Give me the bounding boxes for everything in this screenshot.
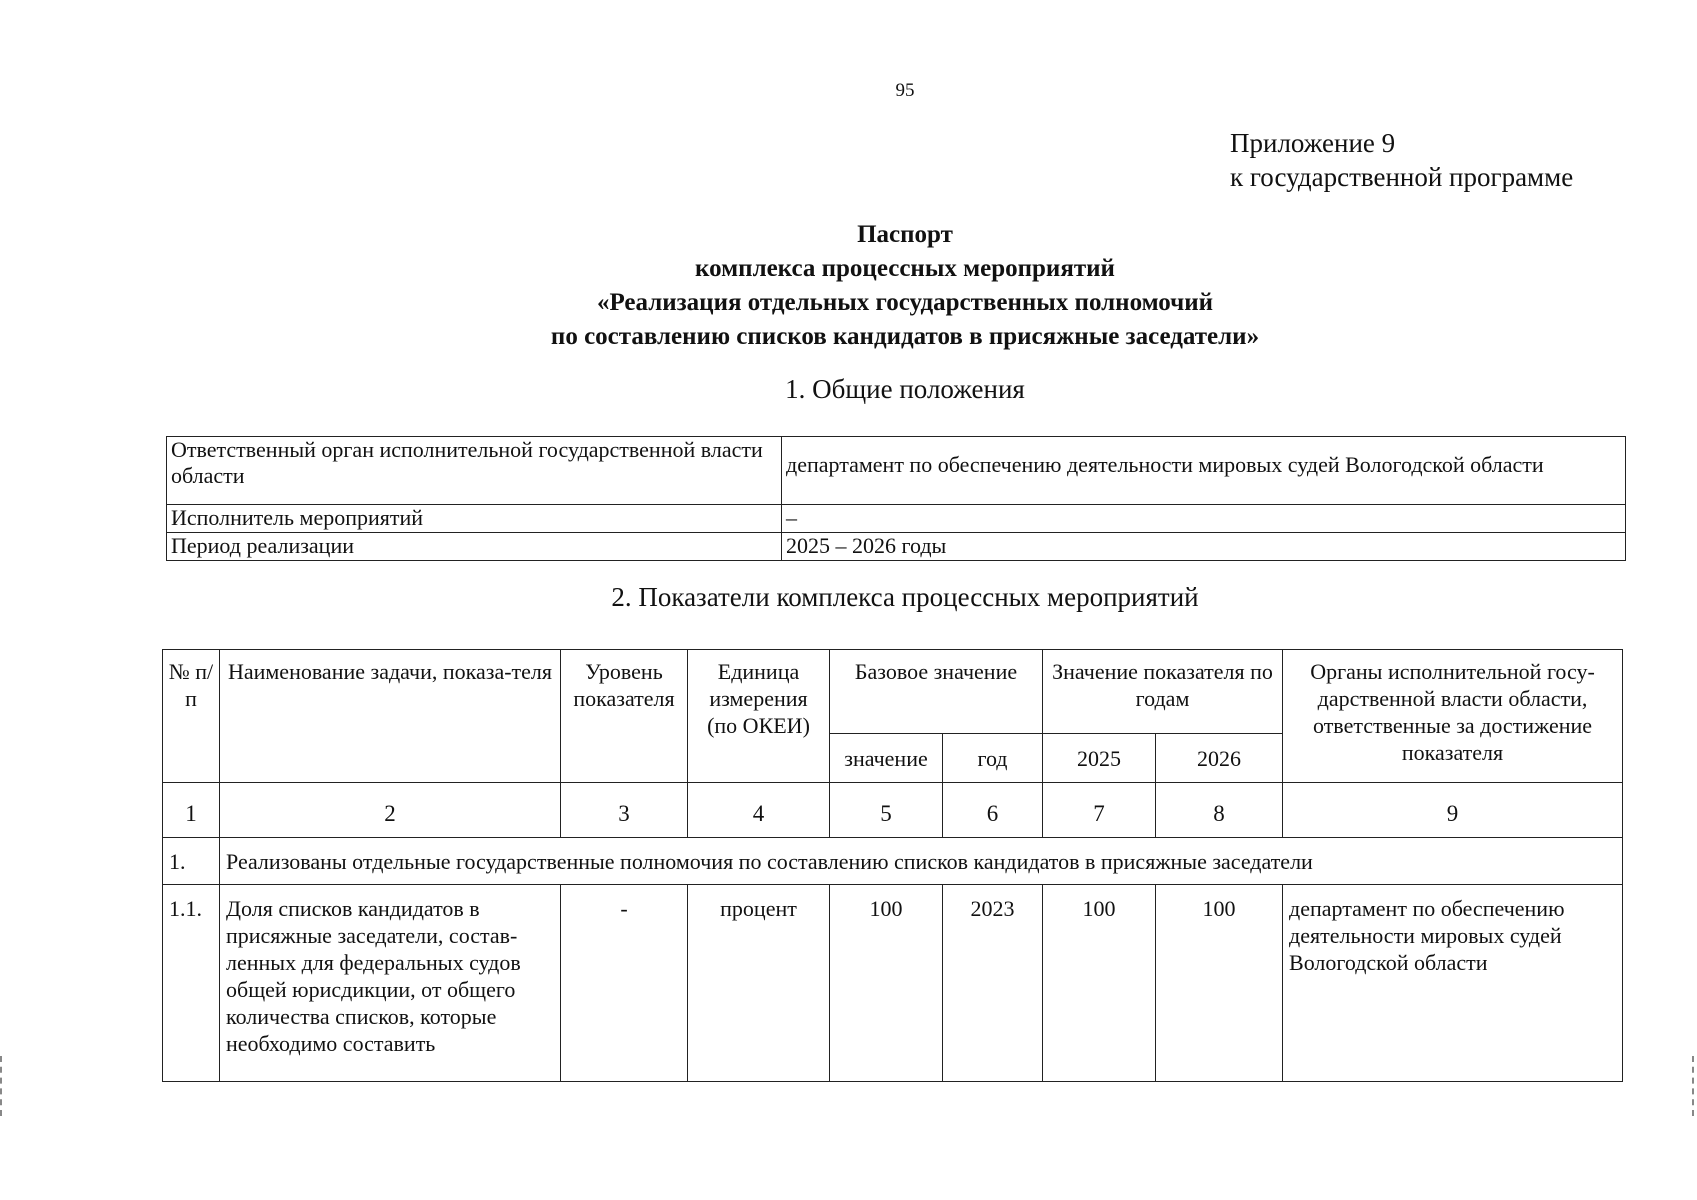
- appendix-caption: [1230, 126, 1573, 194]
- column-number: 5: [830, 783, 943, 838]
- title-line-1: Паспорт: [857, 221, 953, 248]
- header-level: Уровень показателя: [561, 650, 688, 783]
- column-number: 1: [163, 783, 220, 838]
- column-number: 6: [943, 783, 1043, 838]
- general-value: департамент по обеспечению деятельности мировых судей Вологодской области: [782, 437, 1626, 505]
- task-row: [163, 838, 1623, 885]
- title-line-4: по составлению списков кандидатов в присяжные заседатели»: [550, 323, 1260, 350]
- section-heading-general: 1. Общие положения: [785, 374, 1025, 404]
- task-number: 1.: [163, 838, 220, 885]
- indicator-base-value: 100: [830, 885, 943, 1082]
- title-line-2: комплекса процессных мероприятий: [695, 255, 1115, 282]
- header-num: № п/п: [163, 650, 220, 783]
- general-label: Ответственный орган исполнительной государственной власти области: [167, 437, 782, 505]
- scan-edge-mark-right: [1692, 1056, 1697, 1116]
- title-line-3: «Реализация отдельных государственных полномочий: [596, 289, 1214, 316]
- appendix-line-1: Приложение 9: [1230, 128, 1396, 158]
- document-title: [440, 218, 1370, 354]
- column-number: 4: [688, 783, 830, 838]
- indicator-base-year: 2023: [943, 885, 1043, 1082]
- appendix-line-2: к государственной программе: [1230, 162, 1574, 192]
- header-year-2025: 2025: [1043, 734, 1156, 783]
- indicators-table: [162, 649, 1623, 1082]
- header-base: Базовое значение: [830, 650, 1043, 734]
- general-value: –: [782, 505, 1626, 533]
- column-number: 7: [1043, 783, 1156, 838]
- column-number: 3: [561, 783, 688, 838]
- indicator-value-2026: 100: [1156, 885, 1283, 1082]
- table-row: [167, 505, 1626, 533]
- indicator-value-2025: 100: [1043, 885, 1156, 1082]
- indicator-responsible-bodies: департамент по обеспечению деятельности мировых судей Вологодской области: [1283, 885, 1623, 1082]
- column-numbers-row: [163, 783, 1623, 838]
- general-value: 2025 – 2026 годы: [782, 533, 1626, 561]
- indicator-number: 1.1.: [163, 885, 220, 1082]
- header-row: [163, 650, 1623, 734]
- column-number: 2: [220, 783, 561, 838]
- section-heading-indicators: 2. Показатели комплекса процессных мероприятий: [611, 582, 1199, 612]
- indicator-name: Доля списков кандидатов в присяжные заседатели, состав-ленных для федеральных судов общей юрисдикции, от общего количества списков, которые необходимо составить: [220, 885, 561, 1082]
- table-row: [167, 533, 1626, 561]
- header-base-year: год: [943, 734, 1043, 783]
- indicator-unit: процент: [688, 885, 830, 1082]
- header-bodies: Органы исполнительной госу-дарственной власти области, ответственные за достижение показателя: [1283, 650, 1623, 783]
- table-row: [167, 437, 1626, 505]
- header-year-2026: 2026: [1156, 734, 1283, 783]
- header-base-value: значение: [830, 734, 943, 783]
- column-number: 9: [1283, 783, 1623, 838]
- general-label: Исполнитель мероприятий: [167, 505, 782, 533]
- general-label: Период реализации: [167, 533, 782, 561]
- header-name: Наименование задачи, показа-теля: [220, 650, 561, 783]
- general-provisions-table: [166, 436, 1626, 561]
- scan-edge-mark-left: [0, 1056, 5, 1116]
- indicator-level: -: [561, 885, 688, 1082]
- table-row: [163, 885, 1623, 1082]
- page-number: 95: [895, 80, 915, 101]
- task-text: Реализованы отдельные государственные полномочия по составлению списков кандидатов в присяжные заседатели: [220, 838, 1623, 885]
- header-by-years: Значение показателя по годам: [1043, 650, 1283, 734]
- column-number: 8: [1156, 783, 1283, 838]
- header-unit: Единица измерения (по ОКЕИ): [688, 650, 830, 783]
